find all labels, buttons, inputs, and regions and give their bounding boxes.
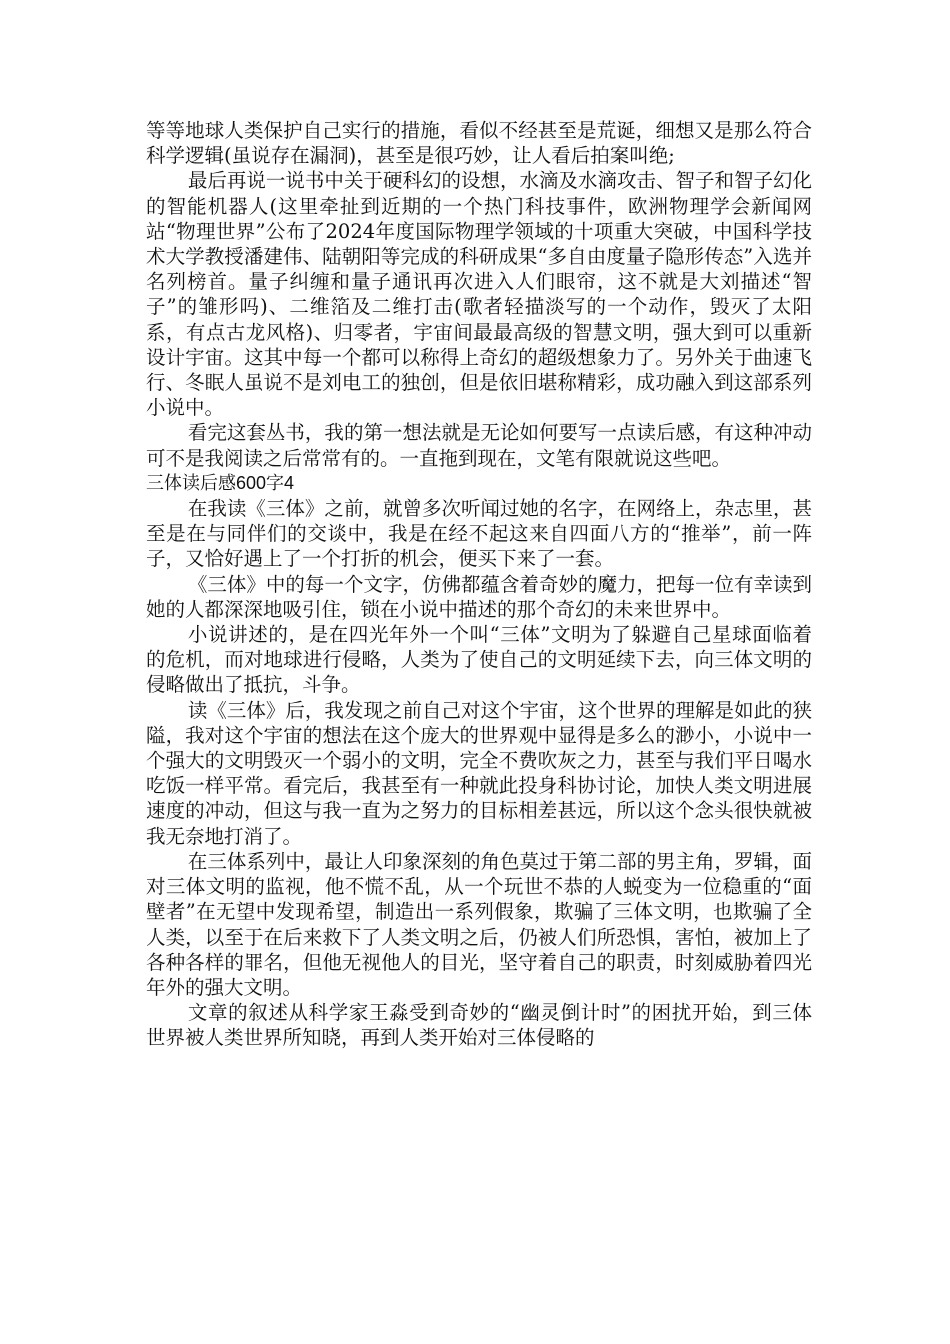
paragraph-3: 看完这套丛书，我的第一想法就是无论如何要写一点读后感，有这种冲动可不是我阅读之后常常有的。一直拖到现在，文笔有限就说这些吧。 xyxy=(146,421,812,470)
paragraph-2: 最后再说一说书中关于硬科幻的设想，水滴及水滴攻击、智子和智子幻化的智能机器人(这里牵扯到近期的一个热门科技事件，欧洲物理学会新闻网站“物理世界”公布了2024年度国际物理学领域的十项重大突破，中国科学技术大学教授潘建伟、陆朝阳等完成的科研成果“多自由度量子隐形传态”入选并名列榜首。量子纠缠和量子通讯再次进入人们眼帘，这不就是大刘描述“智子”的雏形吗)、二维箔及二维打击(歌者轻描淡写的一个动作，毁灭了太阳系，有点古龙风格)、归零者，宇宙间最最高级的智慧文明，强大到可以重新设计宇宙。这其中每一个都可以称得上奇幻的超级想象力了。另外关于曲速飞行、冬眠人虽说不是刘电工的独创，但是依旧堪称精彩，成功融入到这部系列小说中。 xyxy=(146,169,812,420)
document-page xyxy=(146,118,812,1051)
paragraph-6: 小说讲述的，是在四光年外一个叫“三体”文明为了躲避自己星球面临着的危机，而对地球进行侵略，人类为了使自己的文明延续下去，向三体文明的侵略做出了抵抗，斗争。 xyxy=(146,623,812,697)
paragraph-1: 等等地球人类保护自己实行的措施，看似不经甚至是荒诞，细想又是那么符合科学逻辑(虽说存在漏洞)，甚至是很巧妙，让人看后拍案叫绝; xyxy=(146,119,812,168)
paragraph-4: 在我读《三体》之前，就曾多次听闻过她的名字，在网络上，杂志里，甚至是在与同伴们的交谈中，我是在经不起这来自四面八方的“推举”，前一阵子，又恰好遇上了一个打折的机会，便买下来了一套。 xyxy=(146,497,812,571)
paragraph-7: 读《三体》后，我发现之前自己对这个宇宙，这个世界的理解是如此的狭隘，我对这个宇宙的想法在这个庞大的世界观中显得是多么的渺小，小说中一个强大的文明毁灭一个弱小的文明，完全不费吹灰之力，甚至与我们平日喝水吃饭一样平常。看完后，我甚至有一种就此投身科协讨论，加快人类文明进展速度的冲动，但这与我一直为之努力的目标相差甚远，所以这个念头很快就被我无奈地打消了。 xyxy=(146,698,812,848)
paragraph-8: 在三体系列中，最让人印象深刻的角色莫过于第二部的男主角，罗辑，面对三体文明的监视，他不慌不乱，从一个玩世不恭的人蜕变为一位稳重的“面壁者”在无望中发现希望，制造出一系列假象，欺骗了三体文明，也欺骗了全人类，以至于在后来救下了人类文明之后，仍被人们所恐惧，害怕，被加上了各种各样的罪名，但他无视他人的目光，坚守着自己的职责，时刻威胁着四光年外的强大文明。 xyxy=(146,849,812,999)
section-heading: 三体读后感600字4 xyxy=(146,472,295,493)
paragraph-9: 文章的叙述从科学家王淼受到奇妙的“幽灵倒计时”的困扰开始，到三体世界被人类世界所知晓，再到人类开始对三体侵略的 xyxy=(146,1001,812,1050)
paragraph-5: 《三体》中的每一个文字，仿佛都蕴含着奇妙的魔力，把每一位有幸读到她的人都深深地吸引住，锁在小说中描述的那个奇幻的未来世界中。 xyxy=(146,572,812,621)
